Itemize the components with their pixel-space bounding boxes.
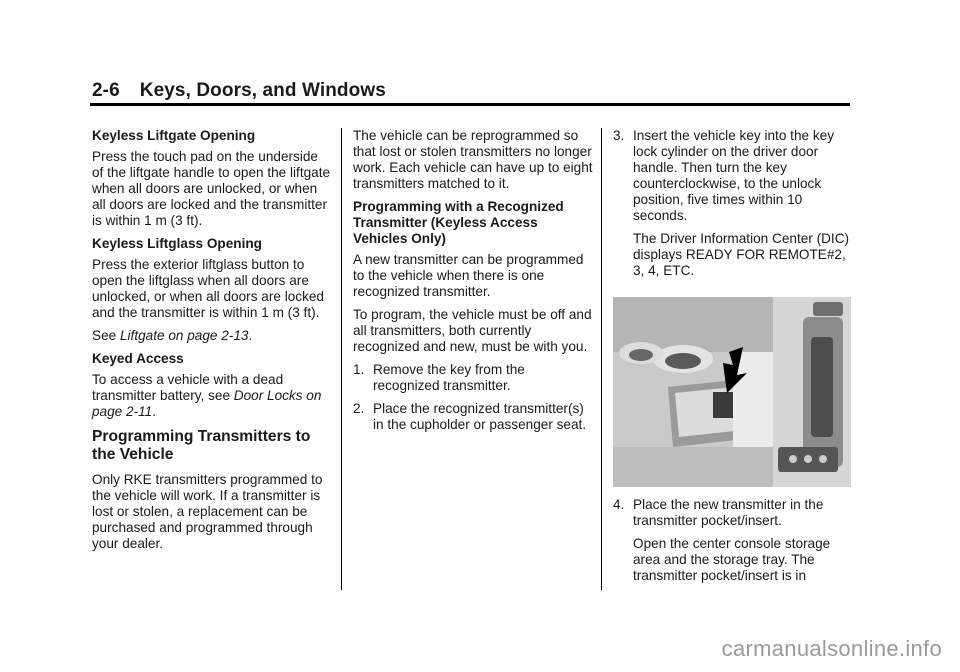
step-3-note: The Driver Information Center (DIC) displays READY FOR REMOTE#2, 3, 4, ETC. <box>633 231 850 278</box>
column-divider-1 <box>341 128 342 590</box>
list-item-step-4 <box>613 497 853 529</box>
step-number: 4. <box>613 497 625 512</box>
column-2 <box>353 128 595 440</box>
heading-recognized-transmitter: Programming with a Recognized Transmitter (Keyless Access Vehicles Only) <box>353 199 564 246</box>
step-4-note: Open the center console storage area and the storage tray. The transmitter pocket/insert is in <box>633 536 831 583</box>
door-locks-page-link[interactable]: Door Locks on page 2-11 <box>92 388 322 419</box>
heading-keyless-liftgate: Keyless Liftgate Opening <box>92 128 256 143</box>
heading-keyed-access: Keyed Access <box>92 351 184 366</box>
column-divider-2 <box>601 128 602 590</box>
paragraph-liftglass: Press the exterior liftglass button to open the liftglass when all doors are unlocked, or when all doors are locked and the transmitter is within 1 m (3 ft). <box>92 257 324 320</box>
see-suffix: . <box>248 328 253 343</box>
page-number: 2-6 <box>92 80 120 101</box>
step-text: Place the new transmitter in the transmitter pocket/insert. <box>633 497 824 528</box>
see-prefix: See <box>92 328 120 343</box>
step-text: Insert the vehicle key into the key lock cylinder on the driver door handle. Then turn the key counterclockwise, to the unlock position, five times within 10 seconds. <box>633 128 834 223</box>
column-3 <box>613 128 853 591</box>
paragraph-keyed-access <box>92 372 332 420</box>
liftgate-page-link[interactable]: Liftgate on page 2-13 <box>119 328 249 343</box>
section-title: Keys, Doors, and Windows <box>139 80 386 101</box>
watermark-text: carmanualsonline.info <box>721 636 942 661</box>
heading-keyless-liftglass: Keyless Liftglass Opening <box>92 236 262 251</box>
step-text: Remove the key from the recognized transmitter. <box>373 362 525 393</box>
paragraph-see-liftgate <box>92 328 332 344</box>
list-item-step-1 <box>353 362 595 394</box>
step-number: 2. <box>353 401 365 416</box>
console-illustration <box>613 297 851 487</box>
step-number: 3. <box>613 128 625 143</box>
header-rule <box>90 103 850 106</box>
keyed-text: To access a vehicle with a dead transmitter battery, see <box>92 372 284 403</box>
list-item-step-3 <box>613 128 853 224</box>
step-text: Place the recognized transmitter(s) in the cupholder or passenger seat. <box>373 401 587 432</box>
paragraph-to-program: To program, the vehicle must be off and all transmitters, both currently recognized and new, must be with you. <box>353 307 592 354</box>
console-pocket-photo <box>613 297 851 487</box>
paragraph-reprogram: The vehicle can be reprogrammed so that lost or stolen transmitters no longer work. Each vehicle can have up to eight transmitters matched to it. <box>353 128 593 191</box>
paragraph-new-transmitter: A new transmitter can be programmed to the vehicle when there is one recognized transmitter. <box>353 252 584 299</box>
heading-programming-transmitters: Programming Transmitters to the Vehicle <box>92 428 311 463</box>
paragraph-liftgate: Press the touch pad on the underside of the liftgate handle to open the liftgate when all doors are unlocked, or when all doors are locked and the transmitter is within 1 m (3 ft). <box>92 149 331 228</box>
list-item-step-2 <box>353 401 595 433</box>
column-1 <box>92 128 332 559</box>
step-number: 1. <box>353 362 365 377</box>
keyed-suffix: . <box>152 404 156 419</box>
paragraph-programming: Only RKE transmitters programmed to the vehicle will work. If a transmitter is lost or stolen, a replacement can be purchased and programmed through your dealer. <box>92 472 323 551</box>
page-header <box>92 80 386 102</box>
